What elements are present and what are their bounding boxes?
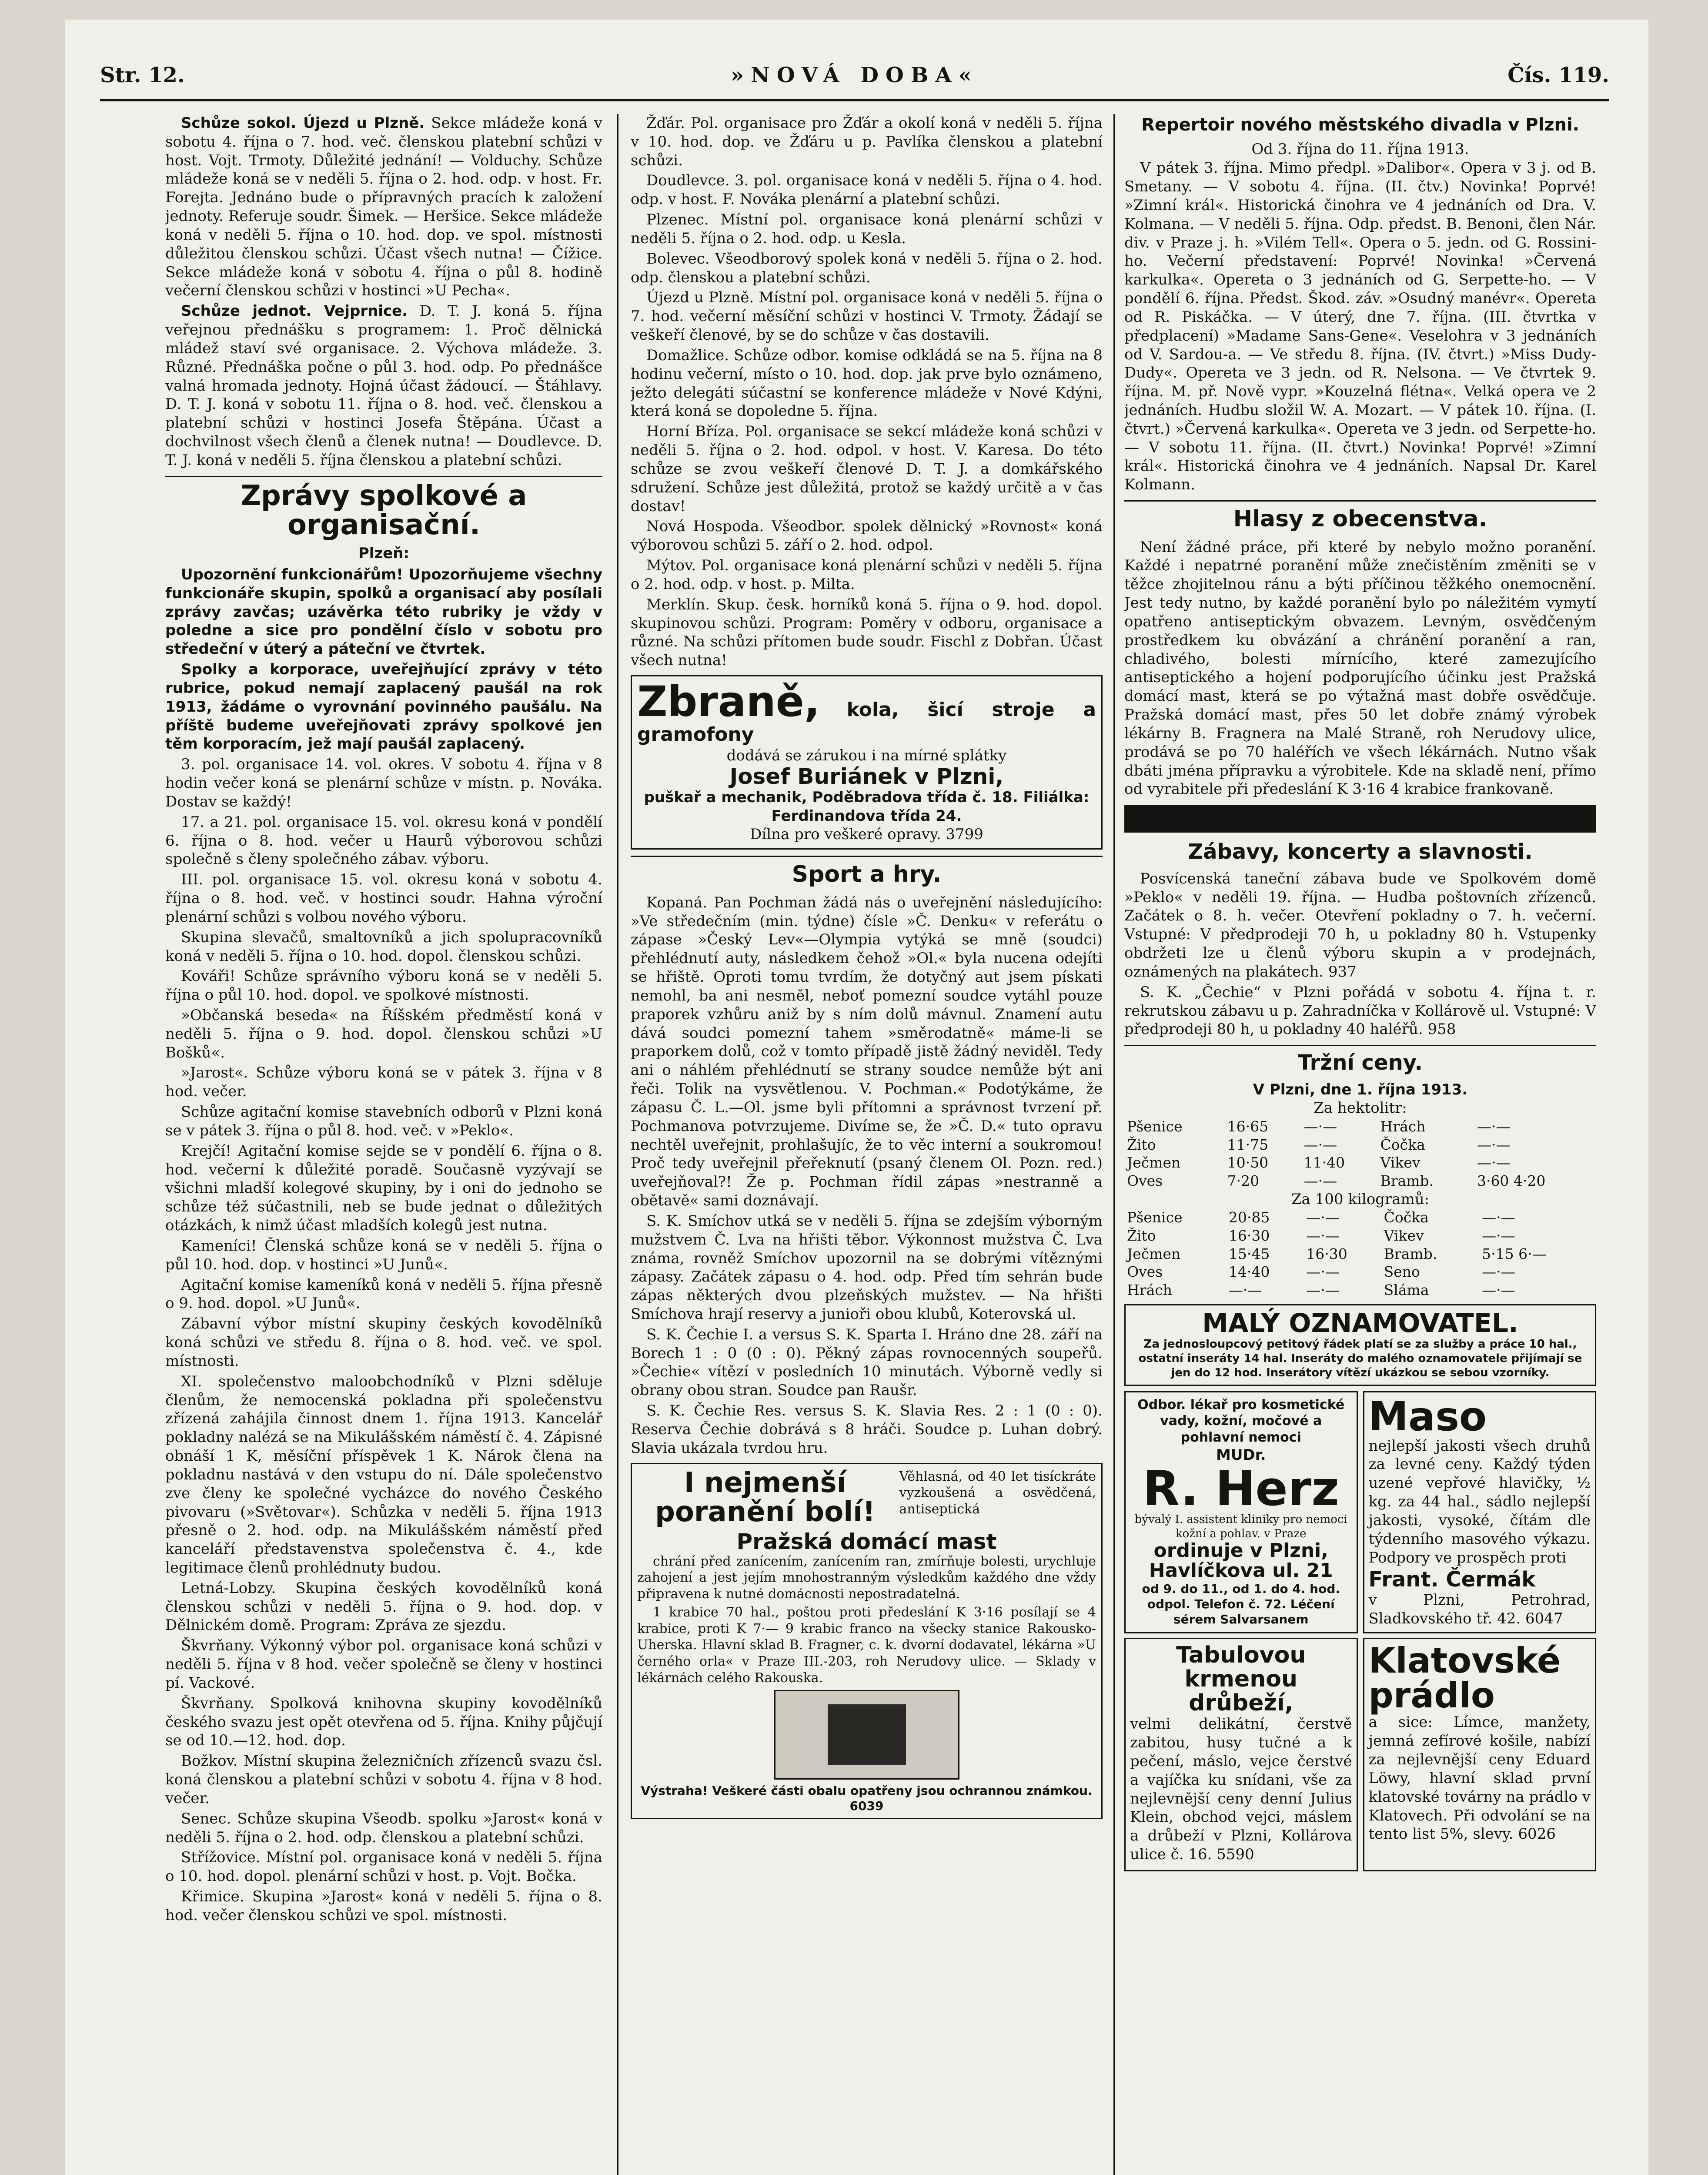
ad-products: kola, šicí stroje a gramofony [637,699,1096,746]
ad-headline: I nejmenší poranění bolí! [655,1466,876,1528]
prices-table-hl [1124,1118,1596,1190]
table-cell: —·— [1482,1227,1515,1244]
table-row [1124,1281,1596,1299]
ad-code: 5590 [1217,1845,1254,1863]
ad-headline: Zbraně, [637,677,820,726]
sport-item: Kopaná. Pan Pochman žádá nás o uveřejnění následujícího: »Ve středečním (min. týdne) čísle »Č. Denku« v referátu o zápase »Český Lev«—Olympia vytýká se mně (soudci) přehlédnutí auty, následkem čehož »Ol.« byla nucena odejíti se hřiště. Oproti tomu tvrdím, že dotyčný aut jsem pískati nemohl, ba ani nesměl, neboť pomezní soudce vytáhl pouze praporek vzhůru aniž by s ním dolů mávnul. Znamení autu dává soudci pomezní tahem »směrodatně« máme-li se praporkem dolů, což v tomto případě jistě žádný neviděl. Tedy ani o náhlém přehlédnutí se strany soudce nemůže být ani řeči. Tolik na vysvětlenou. V. Pochman.« Podotýkáme, že zápasu Č. L.—Ol. jsme byli přítomni a správnost tvrzení př. Pochmanova potvrzujeme. Divíme se, že »Č. D.« tuto opravu nechtěl uveřejnit, prohlašujíc, že to věc interní a soukromou! Proč tedy uveřejnil přeřeknutí (psaný členem Ol. Pozn. red.) uveřejňoval?! Že p. Pochman řídil zápas »nestranně a obětavě« sami doznávají. [631,893,1103,1210]
ad-address: ordinuje v Plzni, Havlíčkova ul. 21 [1149,1539,1333,1582]
ad-address: v Plzni, Petrohrad, Sladkovského tř. 42. [1368,1591,1591,1627]
sport-item: S. K. Smíchov utká se v neděli 5. října se zdejším výborným mužstvem Č. Lva na hřišti těbor. Výkonnost mužstva Č. Lva známa, rovněž Smíchov upozornil na se dobrými vítěznými zápasy. Začátek zápasu o 4. hod. odp. Před tím sehrán bude zápas některých dvou plzeňských mužstev. — Na hřišti Smíchova hrají reservy a junioři obou klubů, Koterovská ul. [631,1212,1103,1323]
page-number: Str. 12. [100,63,185,87]
table-cell: Ječmen [1127,1154,1181,1171]
event-code: 958 [1427,1021,1456,1038]
news-item: Božkov. Místní skupina železničních zřízenců svazu čsl. koná členskou a platební schůzi v sobotu 4. října v 8 hod. večer. [165,1752,602,1807]
notice-paragraph: Upozornění funkcionářům! Upozorňujeme všechny funkcionáře skupin, spolků a organisací aby posílali zprávy zavčas; uzávěrka této rubriky je vždy v poledne a sice pro pondělní číslo v sobotu pro středeční v úterý a páteční ve čtvrtek. [165,566,602,658]
ad-hours: od 9. do 11., od 1. do 4. hod. odpol. Telefon č. 72. Léčení sérem Salvarsanem [1142,1581,1340,1627]
news-item: Újezd u Plzně. Místní pol. organisace koná v neděli 5. října o 7. hod. večerní měsíční schůzi v hostinci V. Trmoty. Žádají se veškeří členové, by se do schůze v čas dostavili. [631,289,1103,344]
ad-code: 6047 [1525,1610,1563,1627]
news-item: Agitační komise kameníků koná v neděli 5. října přesně o 9. hod. dopol. »U Junů«. [165,1276,602,1312]
header-rule [100,99,1609,101]
table-cell: 16·30 [1228,1227,1270,1244]
prices-date: V Plzni, dne 1. října 1913. [1253,1081,1468,1098]
table-row [1124,1245,1596,1263]
table-row [1124,1208,1596,1227]
table-cell: —·— [1482,1263,1515,1281]
news-item: Nová Hospoda. Všeodbor. spolek dělnický »Rovnost« koná výborovou schůzi 5. září o 2. hod. odpol. [631,518,1103,554]
news-item: Senec. Schůze skupina Všeodb. spolku »Jarost« koná v neděli 5. října o 2. hod. odp. členskou a platební schůzi. [165,1810,602,1846]
ads-row [1124,1638,1596,1871]
table-cell: 5·15 6·— [1482,1245,1547,1262]
paragraph-text: D. T. J. koná 5. října veřejnou přednášku s programem: 1. Proč dělnická mládež staví své organisace. 2. Výchova mládeže. 3. Různé. Přednáška počne o půl 3. hod. odp. Po přednášce valná hromada jednoty. Hojná účast žádoucí. — Štáhlavy. D. T. J. koná v sobotu 11. října o 8. hod. več. členskou a platební schůzi v hostinci Josefa Štěpána. Účast a dochvilnost všech členů a členek nutna! — Doudlevce. D. T. J. koná v neděli 5. října členskou a platební schůzi. [165,302,602,469]
black-divider [1124,805,1596,833]
ad-body: nejlepší jakosti všech druhů za levné ceny. Každý týden uzené vepřové hlavičky, ½ kg. za 44 hal., sádlo nejlepší jakosti, vysoké, čítám dle týdenního masového výkazu. Podpory ve prospěch proti [1368,1437,1591,1566]
table-cell: Žito [1127,1136,1156,1153]
table-cell: Čočka [1384,1209,1429,1226]
ad-intro: Odbor. lékař pro kosmetické vady, kožní, močové a pohlavní nemoci [1137,1397,1345,1446]
notice-paragraph: Spolky a korporace, uveřejňující zprávy v této rubrice, pokud nemají zaplacený paušál na rok 1913, žádáme o vyrovnání povinného paušálu. Na příště budeme uveřejňovati zprávy spolkové jen těm korporacím, jež mají paušál zaplacený. [165,661,602,753]
table-cell: 16·65 [1227,1118,1269,1135]
ad-side-text: Věhlasná, od 40 let tisíckráte vyzkoušená a osvědčená, antiseptická [899,1469,1096,1517]
table-cell: —·— [1477,1154,1511,1171]
ad-body: a sice: Límce, manžety, jemná zefírové košile, nabízí za nejlevnější ceny Eduard Löwy, hlavní sklad první klatovské továrny na prádlo v Klatovech. Při odvolání se na tento list 5%, slevy. [1368,1713,1591,1843]
table-cell: Pšenice [1127,1209,1183,1226]
table-row [1124,1263,1596,1281]
column-1 [165,114,602,2175]
table-cell: 15·45 [1228,1245,1270,1262]
newspaper-title: »NOVÁ DOBA« [731,63,979,87]
paragraph-lead: Schůze sokol. Újezd u Plzně. [181,114,425,132]
table-cell: Bramb. [1380,1172,1434,1190]
news-item: Doudlevce. 3. pol. organisace koná v neděli 5. října o 4. hod. odp. v host. F. Nováka plenární a platební schůzi. [631,172,1103,208]
news-item: Střížovice. Místní pol. organisace koná v neděli 5. října o 10. hod. dopol. plenární schůzi v host. p. Vojt. Bočka. [165,1849,602,1885]
table-cell: Hrách [1127,1281,1172,1298]
article-paragraph [165,114,602,300]
trademark-emblem-icon [774,1690,959,1780]
table-cell: —·— [1304,1136,1337,1153]
table-row [1124,1227,1596,1245]
ad-ointment [631,1463,1103,1820]
news-item: Mýtov. Pol. organisace koná plenární schůzi v neděli 5. října o 2. hod. odp. v host. p. Milta. [631,557,1103,593]
table-cell: Čočka [1380,1136,1425,1153]
section-subtitle: Od 3. října do 11. října 1913. [1251,141,1469,158]
table-cell: Seno [1384,1263,1420,1281]
table-cell: —·— [1306,1209,1340,1226]
ad-body: Za jednosloupcový petitový řádek platí se za služby a práce 10 hal., ostatní inseráty 14 hal. Inseráty do malého oznamovatele přijímají se jen do 12 hod. Inserátory vítězí ukázkou se sebou vzorníky. [1138,1338,1582,1379]
table-row [1124,1136,1596,1154]
table-cell: 16·30 [1306,1245,1347,1262]
section-title: Repertoir nového městského divadla v Plzni. [1141,115,1579,135]
table-cell: Vikev [1380,1154,1421,1171]
table-cell: —·— [1477,1118,1511,1135]
city-heading: Plzeň: [358,545,410,562]
news-item: Schůze agitační komise stavebních odborů v Plzni koná se v pátek 3. října o půl 8. hod. več. v »Peklo«. [165,1103,602,1139]
table-cell: Oves [1127,1172,1163,1190]
table-cell: —·— [1482,1209,1515,1226]
ad-meat [1363,1391,1597,1634]
ad-name: Josef Buriánek v Plzni, [729,764,1004,790]
news-item: Kameníci! Členská schůze koná se v neděli 5. října o půl 10. hod. dop. v hostinci »U Junů«. [165,1237,602,1273]
paragraph-lead: Schůze jednot. Vejprnice. [181,302,408,320]
table-cell: —·— [1304,1172,1337,1190]
ad-body: velmi delikátní, čerstvě zabitou, husy tučné a k pečení, máslo, vejce čerstvé a vajíčka ku snídani, vše za nejlevnější ceny denní Julius Klein, obchod vejci, máslem a drůbeží v Plzni, Kollárova ulice č. 16. [1130,1715,1352,1863]
prices-table-kg [1124,1208,1596,1299]
news-item: III. pol. organisace 15. vol. okresu koná v sobotu 4. října o 8. hod. več. v hostinci soudr. Hahna výroční plenární schůzi s volbou nového výboru. [165,871,602,926]
ad-weapons [631,675,1103,850]
ad-title: Pražská domácí mast [736,1529,997,1554]
table-cell: Bramb. [1384,1245,1437,1262]
table-cell: 20·85 [1228,1209,1270,1226]
ad-linen [1363,1638,1597,1871]
ad-headline: Klatovské prádlo [1368,1640,1561,1716]
issue-number: Čís. 119. [1507,63,1609,87]
ad-name: R. Herz [1143,1460,1340,1516]
ad-poultry [1124,1638,1358,1871]
table-cell: —·— [1228,1281,1262,1298]
paragraph-text: Sekce mládeže koná v sobotu 4. října o 7. hod. več. členskou platební schůzi v host. Vojt. Trmoty. Důležité jednání! — Volduchy. Schůze mládeže koná se v neděli 5. října o 2. hod. odp. v host. Fr. Forejta. Jednáno bude o přípravných pracích k založení jednoty. Referuje soudr. Šimek. — Heršice. Sekce mládeže koná v neděli 5. října o 10. hod. dop. ve spol. místnosti důležitou členskou schůzi. Účast všech nutna! — Čížice. Sekce mládeže koná v sobotu 4. října o půl 8. hodině večerní členskou schůzi v hostinci »U Pecha«. [165,114,602,300]
ad-doctor [1124,1391,1358,1634]
table-cell: 11·75 [1227,1136,1269,1153]
table-cell: —·— [1306,1281,1340,1298]
news-item: Skupina slevačů, smaltovníků a jich spolupracovníků koná v neděli 5. října o 10. hod. dopol. členskou schůzi. [165,928,602,965]
ads-row [1124,1391,1596,1634]
ad-warning: Výstraha! Veškeré části obalu opatřeny jsou ochrannou známkou. [641,1783,1093,1798]
event-text: Posvícenská taneční zábava bude ve Spolkovém domě »Peklo« v neděli 19. října. — Hudba poštovních zřízenců. Začátek o 8. h. večer. Otevření pokladny o 7. h. večerní. Vstupné: V předprodeji 70 h, u pokladny 80 h. Vstupenky obdržeti lze u členů výboru skupin a v prodejnách, oznámených na plakátech. [1124,870,1596,980]
article-paragraph [165,302,602,469]
column-rule [1113,114,1115,2175]
event-item [1124,983,1596,1039]
section-title: Sport a hry. [631,856,1103,889]
theatre-program: V pátek 3. října. Mimo předpl. »Dalibor«. Opera v 3 j. od B. Smetany. — V sobotu 4. října. (II. čtv.) Novinka! Poprvé! »Zimní král«. Historická činohra ve 4 jednáních od Dra. V. Kolmana. — V neděli 5. října. Odp. předst. B. Benoni, člen Nár. div. v Praze j. h. »Vilém Tell«. Opera o 5. jedn. od G. Rossini-ho. Večerní představení: Poprvé! Novinka! »Červená karkulka«. Opereta o 3 jednáních od G. Serpette-ho. — V pondělí 6. října. Předst. Škod. záv. »Osudný manévr«. Opereta od R. Piskáčka. — V úterý, dne 7. října. (III. čtvrtka v předplacení) »Madame Sans-Gene«. Veselohra v 3 jednáních od V. Sardou-a. — Ve středu 8. října. (IV. čtvrt.) »Miss Dudy-Dudy«. Opereta ve 3 jedn. od R. Nelsona. — Ve čtvrtek 9. října. M. př. Nově vypr. »Kouzelná flétna«. Velká opera ve 2 jednáních. Hudbu složil W. A. Mozart. — V pátek 10. října. (I. čtvrt.) »Červená karkulka«. Opereta ve 3 jedn. od Serpette-ho. — V sobotu 11. října. (II. čtvrt.) Novinka! Poprvé! »Zimní král«. Historická činohra ve 4 jednáních. Napsal Dr. Karel Kolmann. [1124,159,1596,494]
prices-unit: Za 100 kilogramů: [1291,1190,1430,1208]
reader-letter: Není žádné práce, při které by nebylo možno poranění. Každé i nepatrné poranění může znečistěním změniti se v těžce zhojitelnou ránu a býti příčinou těžkého onemocnění. Jest tedy nutno, by každé poranění bylo po náležitém vymytí opatřeno antiseptickým obvazem. Levným, osvědčeným prostředkem ku obvázání a chránění poranění a ran, chladivého, bolesti mírnícího, které zamezujícího antiseptického a hojení podporujícího účinku jest Pražská domácí mast, která se po výtažná mast dobře osvědčuje. Pražská domácí mast, přes 50 let dobře známý výrobek lékárny B. Fragnera na Malé Straně, roh Nerudovy ulice, prodává se po 70 haléřích ve všech lékárnách. Nutno však dbáti jména přípravku a výrobitele. Kde na skladě není, přímo od vyrabitele při předeslání K 3·16 4 krabice frankovaně. [1124,538,1596,798]
event-text: S. K. „Čechie“ v Plzni pořádá v sobotu 4. října t. r. rekrutskou zábavu u p. Zahradníčka v Kollárově ul. Vstupné: V předprodeji 80 h, u pokladny 40 haléřů. [1124,983,1596,1038]
news-item: Škvrňany. Výkonný výbor pol. organisace koná schůzi v neděli 5. října v 8 hod. večer společně se členy v hostinci pí. Vackové. [165,1637,602,1692]
news-item: Zábavní výbor místní skupiny českých kovodělníků koná schůzi ve středu 8. října o 8. hod. več. ve spol. místnosti. [165,1315,602,1370]
ad-address: puškař a mechanik, Poděbradova třída č. 18. Filiálka: Ferdinandova třída 24. [644,788,1090,825]
prices-unit: Za hektolitr: [1314,1099,1407,1117]
news-item: »Jarost«. Schůze výboru koná se v pátek 3. října v 8 hod. večer. [165,1064,602,1101]
table-cell: —·— [1477,1136,1511,1153]
ad-title-prefix: MUDr. [1216,1446,1266,1464]
table-row [1124,1118,1596,1136]
news-item: Letná-Lobzy. Skupina českých kovodělníků koná členskou schůzi v neděli 5. října o 9. hod. dop. v Dělnickém domě. Program: Zpráva ze sjezdu. [165,1579,602,1634]
news-item: Bolevec. Všeodborový spolek koná v neděli 5. října o 2. hod. odp. členskou a platební schůzi. [631,250,1103,286]
table-cell: 10·50 [1227,1154,1269,1171]
ad-title: MALÝ OZNAMOVATEL. [1202,1308,1518,1339]
table-cell: —·— [1304,1118,1337,1135]
ad-price: 1 krabice 70 hal., poštou proti předeslání K 3·16 posílají se 4 krabice, proti K 7·— 9 krabic franco na všecky stanice Rakousko-Uherska. Hlavní sklad B. Fragner, c. k. dvorní dodavatel, lékárna »U černého orla« v Praze III.-203, roh Nerudovy ulice. — Sklady v lékárnách celého Rakouska. [637,1604,1096,1686]
news-item: Kováři! Schůze správního výboru koná se v neděli 5. října o půl 10. hod. dopol. ve spolkové místnosti. [165,967,602,1004]
news-item: 3. pol. organisace 14. vol. okres. V sobotu 4. října v 8 hodin večer koná se plenární schůze v místn. p. Nováka. Dostav se každý! [165,756,602,810]
table-cell: Oves [1127,1263,1163,1281]
section-title: Hlasy z obecenstva. [1124,500,1596,534]
table-cell: Sláma [1384,1281,1429,1298]
column-2 [631,114,1103,2175]
ad-footer: Dílna pro veškeré opravy. [750,826,941,843]
ad-line: dodává se zárukou i na mírné splátky [726,747,1007,765]
ad-name: Frant. Čermák [1368,1567,1536,1592]
ad-code: 3799 [946,826,983,843]
news-item: Krejčí! Agitační komise sejde se v pondělí 6. října o 8. hod. večerní k důležité poradě. Současně vyzývají se všichni mladší kolegové skupiny, by i oni do jednoho se schůze též súčastnili, neb se bude jednat o důležitých otázkách, k nimž účast mladších kolegů jest nutna. [165,1142,602,1235]
news-item: XI. společenstvo maloobchodníků v Plzni sděluje členům, že nemocenská pokladna při společenstvu zřízená zahájila činnost dnem 1. října 1913. Kancelář pokladny nalézá se na Mikulášském náměstí č. 4. Zápisné obnáší 1 K, měsíční příspěvek 1 K. Nárok člena na pokladnu nastává v den vstupu do ní. Dále společenstvo zve členy ke společné vycházce do nového Českého pivovaru (»Světovar«). Schůzka v neděli 5. října 1913 přesně o 2. hod. odp. na Mikulášském náměstí před kanceláří představenstva společenstva č. 4., kde legitimace členů prohlédnuty budou. [165,1372,602,1576]
news-item: Merklín. Skup. česk. horníků koná 5. října o 9. hod. dopol. skupinovou schůzi. Program: Poměry v odboru, organisace a různé. Na schůzi přítomen bude soudr. Fischl z Dobřan. Účast všech nutna! [631,596,1103,669]
table-row [1124,1154,1596,1172]
section-title: Tržní ceny. [1124,1045,1596,1076]
column-rule [617,114,618,2175]
column-3 [1124,114,1596,2175]
sport-item: S. K. Čechie I. a versus S. K. Sparta I. Hráno dne 28. září na Borech 1 : 0 (0 : 0). Pěkný zápas rovnocenných soupeřů. »Čechie« vítězí v posledních 10 minutách. Výborně vedly si obrany obou stran. Soudce pan Raušr. [631,1325,1103,1399]
table-row [1124,1172,1596,1190]
page-header [100,63,1609,96]
table-cell: —·— [1306,1263,1340,1281]
table-cell: —·— [1306,1227,1340,1244]
table-cell: 3·60 4·20 [1477,1172,1546,1190]
table-cell: Vikev [1384,1227,1424,1244]
section-title: Zprávy spolkové a organisační. [165,476,602,540]
table-cell: Ječmen [1127,1245,1181,1262]
news-item: Žďár. Pol. organisace pro Žďár a okolí koná v neděli 5. října v 10. hod. dop. ve Žďáru u p. Pavlíka členskou a platební schůzi. [631,114,1103,169]
sport-item: S. K. Čechie Res. versus S. K. Slavia Res. 2 : 1 (0 : 0). Reserva Čechie dobrává s 8 hráči. Soudce p. Luhan dobrý. Slavia ukázala tvrdou hru. [631,1402,1103,1457]
ad-sub: bývalý I. assistent kliniky pro nemoci kožní a pohlav. v Praze [1134,1512,1347,1540]
event-code: 937 [1328,963,1357,980]
table-cell: Pšenice [1127,1118,1183,1135]
event-item [1124,870,1596,981]
ad-headline: Maso [1368,1393,1487,1440]
news-item: 17. a 21. pol. organisace 15. vol. okresu koná v pondělí 6. října o 8. hod. večer u Haurů výborovou schůzi společně s členy společného zábav. výboru. [165,813,602,868]
news-item: Plzenec. Místní pol. organisace koná plenární schůzi v neděli 5. října o 2. hod. odp. u Kesla. [631,211,1103,247]
table-cell: 11·40 [1304,1154,1345,1171]
table-cell: Hrách [1380,1118,1426,1135]
section-title: Zábavy, koncerty a slavnosti. [1188,840,1533,864]
news-item: Škvrňany. Spolková knihovna skupiny kovodělníků českého svazu jest opět otevřena od 5. října. Knihy půjčují se od 10.—12. hod. dop. [165,1694,602,1750]
news-item: Domažlice. Schůze odbor. komise odkládá se na 5. října na 8 hodinu večerní, místo o 10. hod. dop. jak prve bylo oznámeno, ježto delegáti súčastní se konference mládeže v Nové Kdýni, která koná se dopoledne 5. října. [631,346,1103,420]
table-cell: Žito [1127,1227,1156,1244]
table-cell: —·— [1482,1281,1515,1298]
news-item: »Občanská beseda« na Říšském předměstí koná v neděli 5. října o 9. hod. dopol. členskou schůzi »U Bošků«. [165,1006,602,1061]
news-item: Křimice. Skupina »Jarost« koná v neděli 5. října o 8. hod. večer členskou schůzi ve spol. místnosti. [165,1888,602,1924]
ad-code: 6026 [1518,1825,1556,1843]
ad-small-notices [1124,1304,1596,1385]
table-cell: 7·20 [1227,1172,1260,1190]
news-item: Horní Bříza. Pol. organisace se sekcí mládeže koná schůzi v neděli 5. října o 2. hod. odpol. v host. V. Karesa. Do této schůze se zvou veškeří členové D. T. J. a domkářského sdružení. Schůze jest důležitá, protož se každý určitě a v čas dostav! [631,423,1103,515]
ad-body: chrání před zanícením, zanícením ran, zmírňuje bolesti, urychluje zahojení a jest jejím mnohostranným výsledkům každého dne vždy připravena k nutné domácnosti nepostradatelná. [637,1553,1096,1602]
ad-code: 6039 [849,1799,884,1814]
ad-headline: Tabulovou krmenou drůbeží, [1176,1642,1306,1716]
table-cell: 14·40 [1228,1263,1270,1281]
